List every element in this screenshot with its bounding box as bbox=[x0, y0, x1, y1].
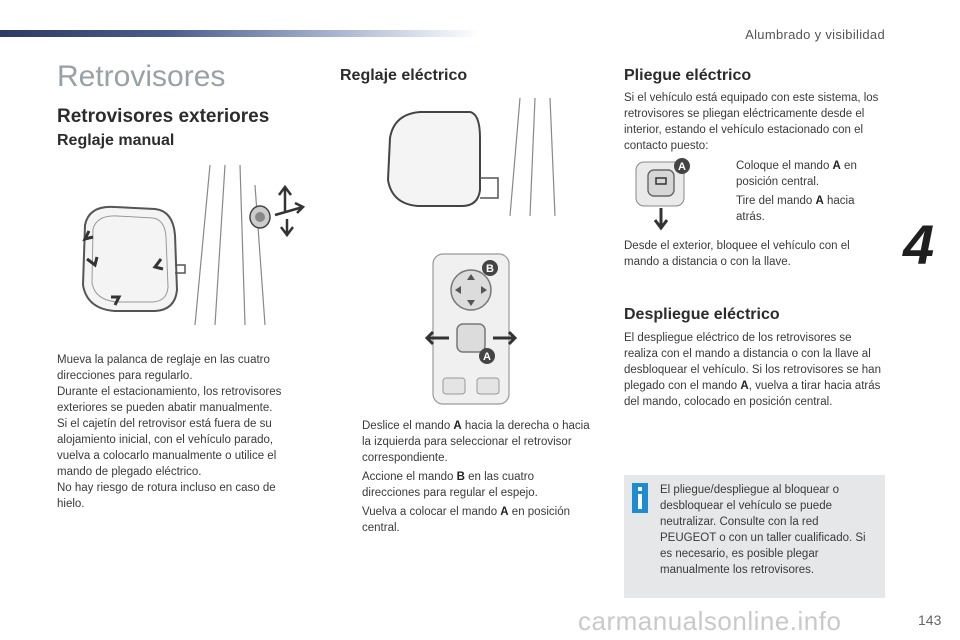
electric-mirror-illustration bbox=[370, 98, 570, 216]
text: , vuelva a tirar hacia atrás del mando, colocado en posición central. bbox=[624, 380, 881, 408]
paragraph: Mueva la palanca de reglaje en las cuatro direcciones para regularlo. bbox=[57, 354, 270, 382]
heading-manual-adjust: Reglaje manual bbox=[57, 132, 175, 149]
list-item bbox=[340, 504, 590, 536]
text: Tire del mando bbox=[736, 195, 816, 207]
list-item bbox=[714, 158, 874, 190]
chapter-number: 4 bbox=[903, 213, 935, 276]
subtitle-exterior-mirrors: Retrovisores exteriores bbox=[57, 106, 270, 127]
info-icon bbox=[632, 483, 648, 513]
section-title: Alumbrado y visibilidad bbox=[745, 27, 885, 42]
text: hacia la derecha o hacia la izquierda para seleccionar el retrovisor correspondiente. bbox=[362, 420, 590, 464]
text: El despliegue eléctrico de los retrovisores se realiza con el mando a distancia o con la llave al desbloquear el vehículo. Si los retrovisores se han plegado con el mando bbox=[624, 332, 881, 392]
label-a: A bbox=[483, 351, 491, 363]
list-item bbox=[340, 469, 590, 501]
list-item bbox=[340, 418, 590, 466]
control-key: A bbox=[500, 506, 509, 518]
control-key: B bbox=[456, 471, 465, 483]
text: Accione el mando bbox=[362, 471, 457, 483]
paragraph: Si el cajetín del retrovisor está fuera de su alojamiento inicial, con el vehículo parado, vuelva a colocarlo manualmente o utilice el mando de plegado eléctrico. bbox=[57, 418, 277, 478]
page-number: 143 bbox=[918, 612, 942, 628]
text: hacia atrás. bbox=[736, 195, 855, 223]
deploy-text bbox=[624, 330, 886, 410]
mirror-control-panel bbox=[425, 250, 517, 410]
text: Vuelva a colocar el mando bbox=[362, 506, 501, 518]
header-gradient-bar bbox=[0, 30, 480, 37]
control-key: A bbox=[453, 420, 462, 432]
control-key: A bbox=[815, 195, 824, 207]
manual-mirror-illustration bbox=[75, 165, 315, 325]
fold-control-illustration bbox=[632, 156, 694, 234]
text: Deslice el mando bbox=[362, 420, 454, 432]
fold-steps-list bbox=[714, 158, 874, 228]
paragraph: No hay riesgo de rotura incluso en caso de hielo. bbox=[57, 482, 276, 510]
fold-intro: Si el vehículo está equipado con este sistema, los retrovisores se pliegan eléctricamente desde el interior, estando el vehículo estacionado con el contacto puesto: bbox=[624, 92, 879, 152]
info-text: El pliegue/despliegue al bloquear o desbloquear el vehículo se puede neutralizar. Consulte con la red PEUGEOT o con un taller cualificado. Si es necesario, es posible plegar manualmente los retrovisores. bbox=[660, 484, 866, 576]
text: en posición central. bbox=[362, 506, 570, 534]
watermark: carmanualsonline.info bbox=[578, 606, 842, 636]
page-title: Retrovisores bbox=[57, 60, 226, 93]
manual-adjust-text bbox=[57, 352, 302, 512]
heading-electric-adjust: Reglaje eléctrico bbox=[340, 67, 468, 84]
text: en posición central. bbox=[736, 160, 857, 188]
label-a: A bbox=[678, 161, 686, 173]
text: Coloque el mando bbox=[736, 160, 833, 172]
list-item bbox=[714, 193, 874, 225]
electric-adjust-list bbox=[340, 418, 590, 539]
heading-electric-fold: Pliegue eléctrico bbox=[624, 67, 752, 84]
fold-outro: Desde el exterior, bloquee el vehículo con el mando a distancia o con la llave. bbox=[624, 240, 850, 268]
label-b: B bbox=[486, 263, 494, 275]
control-key: A bbox=[832, 160, 841, 172]
heading-electric-deploy: Despliegue eléctrico bbox=[624, 306, 780, 323]
text: en las cuatro direcciones para regular el espejo. bbox=[362, 471, 538, 499]
info-box bbox=[624, 475, 885, 598]
paragraph: Durante el estacionamiento, los retrovisores exteriores se pueden abatir manualmente. bbox=[57, 386, 282, 414]
control-key: A bbox=[740, 380, 749, 392]
